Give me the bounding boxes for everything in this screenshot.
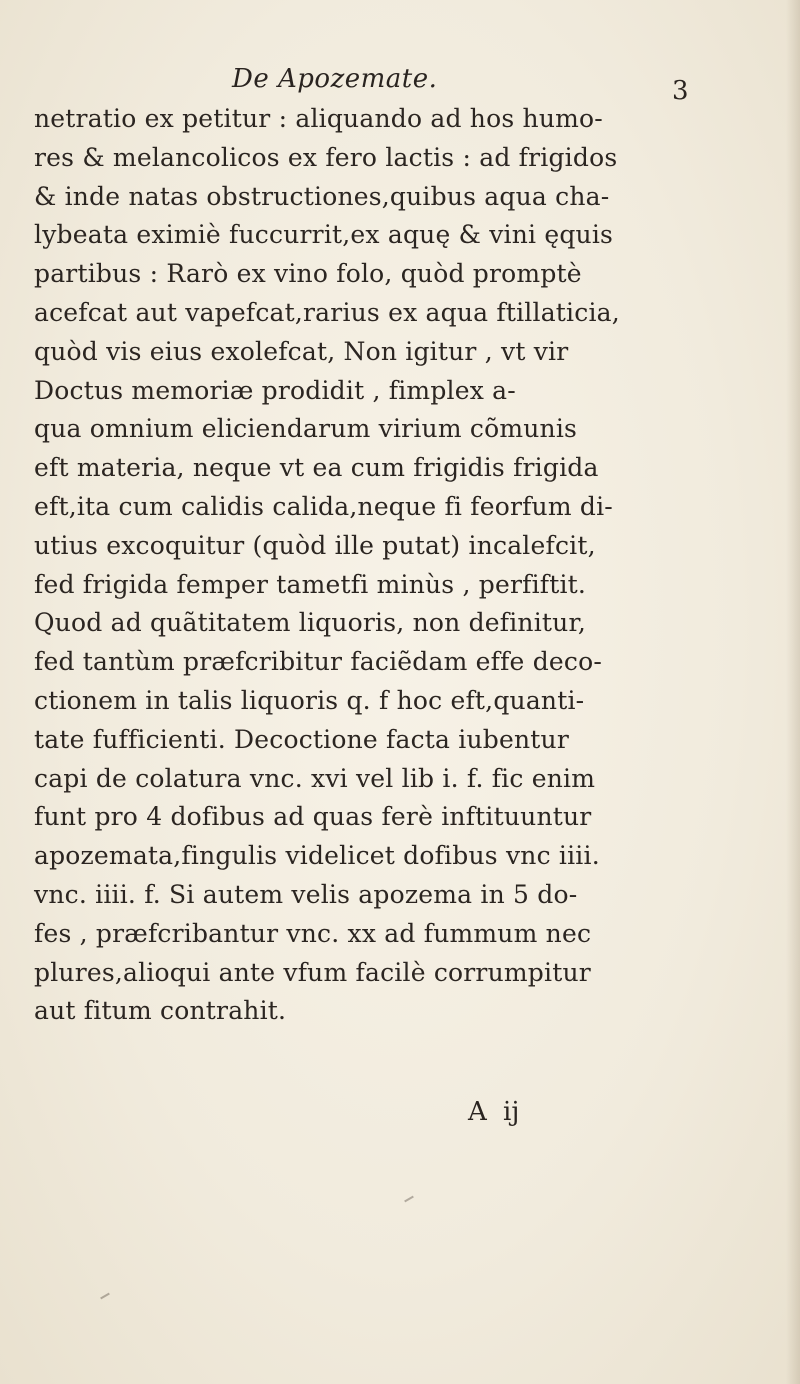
text-line: tate fufficienti. Decoctione facta iubentur [34, 724, 570, 754]
text-line: res & melancolicos ex fero lactis : ad frigidos [34, 142, 618, 172]
running-head-title: De Apozemate. [232, 64, 438, 94]
text-line: fed tantùm præfcribitur faciẽdam effe deco- [34, 647, 602, 677]
text-line: ctionem in talis liquoris q. f hoc eft,quanti- [34, 685, 585, 715]
text-line: aut fitum contrahit. [34, 996, 287, 1026]
text-line: quòd vis eius exolefcat, Non igitur , vt vir [34, 336, 569, 366]
text-line: fes , præfcribantur vnc. xx ad fummum nec [34, 918, 592, 948]
text-line: qua omnium eliciendarum virium cõmunis [34, 414, 578, 444]
signature-mark: A ij [468, 1097, 520, 1127]
text-line: lybeata eximiè fuccurrit,ex aquę & vini ęquis [34, 220, 614, 250]
text-line: & inde natas obstructiones,quibus aqua cha- [34, 181, 610, 211]
page-edge-shadow [786, 0, 800, 1384]
text-line: eft materia, neque vt ea cum frigidis frigida [34, 453, 599, 483]
text-line: apozemata,fingulis videlicet dofibus vnc iiii. [34, 841, 600, 871]
text-line: plures,alioqui ante vfum facilè corrumpitur [34, 957, 591, 987]
running-head [0, 64, 800, 104]
text-line: utius excoquitur (quòd ille putat) incalefcit, [34, 530, 596, 560]
text-line: fed frigida femper tametfi minùs , perfiftit. [34, 569, 587, 599]
text-line: eft,ita cum calidis calida,neque fi feorfum di- [34, 491, 613, 521]
body-text [34, 100, 724, 1031]
paper-speck [404, 1196, 414, 1203]
text-line: capi de colatura vnc. xvi vel lib i. f. fic enim [34, 763, 596, 793]
text-line: acefcat aut vapefcat,rarius ex aqua ftillaticia, [34, 297, 620, 327]
paper-speck [100, 1293, 110, 1300]
text-line: Quod ad quãtitatem liquoris, non definitur, [34, 608, 587, 638]
text-line: vnc. iiii. f. Si autem velis apozema in 5 do- [34, 879, 578, 909]
text-line: partibus : Rarò ex vino folo, quòd promptè [34, 259, 582, 289]
text-line: netratio ex petitur : aliquando ad hos humo- [34, 104, 603, 133]
text-line: funt pro 4 dofibus ad quas ferè inftituuntur [34, 802, 592, 832]
text-line: Doctus memoriæ prodidit , fimplex a- [34, 375, 516, 405]
page-number: 3 [672, 76, 689, 106]
